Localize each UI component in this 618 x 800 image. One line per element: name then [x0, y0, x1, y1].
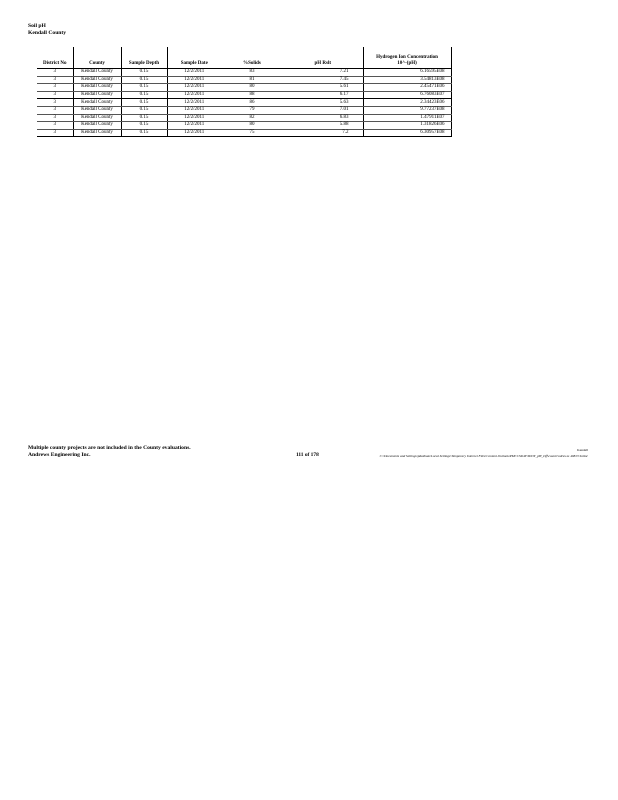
table-row: [37, 122, 451, 130]
report-subtitle: Kendall County: [28, 30, 67, 36]
cell-ph: 7.45: [283, 76, 363, 84]
table-row: [37, 114, 451, 122]
cell-county: Kendall County: [73, 129, 121, 137]
cell-sample-depth: 0.15: [121, 122, 167, 130]
cell-sample-depth: 0.15: [121, 129, 167, 137]
soil-ph-table: [37, 47, 452, 137]
cell-ph: 5.63: [283, 99, 363, 107]
cell-sample-depth: 0.15: [121, 99, 167, 107]
cell-district: 3: [37, 106, 73, 114]
cell-solids: 79: [221, 106, 283, 114]
column-header-hydrogen-ion: Hydrogen Ion Concentration 10^-(pH): [363, 47, 451, 69]
report-title: Soil pH: [28, 23, 46, 29]
cell-district: 3: [37, 84, 73, 92]
cell-hydrogen-ion: 2.45471E06: [363, 84, 451, 92]
cell-ph: 5.61: [283, 84, 363, 92]
cell-hydrogen-ion: 2.34423E06: [363, 99, 451, 107]
file-path: C:\Documents and Settings\pdedman\Local Settings\Temporary Internet Files\Content.Outlook\PMCCSD4Y\IDOT_pH_Dff\countr\ndres.xs 40813 Soiloc: [379, 454, 588, 458]
cell-sample-date: 12/2/2011: [167, 84, 221, 92]
cell-district: 3: [37, 114, 73, 122]
cell-solids: 86: [221, 99, 283, 107]
cell-sample-depth: 0.15: [121, 69, 167, 77]
cell-hydrogen-ion: 9.77237E08: [363, 106, 451, 114]
cell-district: 3: [37, 99, 73, 107]
cell-district: 3: [37, 76, 73, 84]
cell-solids: 75: [221, 129, 283, 137]
cell-solids: 80: [221, 84, 283, 92]
cell-solids: 88: [221, 91, 283, 99]
column-header-sample-date: Sample Date: [167, 47, 221, 69]
cell-district: 3: [37, 122, 73, 130]
cell-ph: 7.2: [283, 129, 363, 137]
cell-county: Kendall County: [73, 106, 121, 114]
table-row: [37, 84, 451, 92]
cell-sample-depth: 0.15: [121, 76, 167, 84]
column-header-district: District No: [37, 47, 73, 69]
cell-sample-date: 12/2/2011: [167, 69, 221, 77]
column-header-ph: pH Rslt: [283, 47, 363, 69]
cell-district: 3: [37, 69, 73, 77]
table-body: [37, 69, 451, 137]
cell-hydrogen-ion: 6.30957E08: [363, 129, 451, 137]
cell-district: 3: [37, 91, 73, 99]
cell-sample-depth: 0.15: [121, 106, 167, 114]
soil-ph-table-container: [37, 47, 451, 137]
table-row: [37, 76, 451, 84]
footnote: [28, 445, 191, 460]
cell-county: Kendall County: [73, 114, 121, 122]
cell-sample-date: 12/2/2011: [167, 76, 221, 84]
report-title-block: [28, 23, 66, 37]
table-row: [37, 129, 451, 137]
cell-county: Kendall County: [73, 76, 121, 84]
cell-solids: 80: [221, 122, 283, 130]
file-path-block: [380, 447, 588, 459]
table-row: [37, 69, 451, 77]
cell-sample-date: 12/2/2011: [167, 106, 221, 114]
cell-county: Kendall County: [73, 122, 121, 130]
table-row: [37, 91, 451, 99]
footnote-line-1: Multiple county projects are not included in the County evaluations.: [28, 445, 191, 451]
cell-solids: 81: [221, 76, 283, 84]
cell-district: 3: [37, 129, 73, 137]
cell-sample-date: 12/2/2011: [167, 114, 221, 122]
column-header-county: County: [73, 47, 121, 69]
cell-hydrogen-ion: 3.54813E08: [363, 76, 451, 84]
table-row: [37, 106, 451, 114]
cell-county: Kendall County: [73, 69, 121, 77]
cell-ph: 7.21: [283, 69, 363, 77]
cell-sample-depth: 0.15: [121, 114, 167, 122]
cell-county: Kendall County: [73, 91, 121, 99]
cell-hydrogen-ion: 6.76083E07: [363, 91, 451, 99]
column-header-sample-depth: Sample Depth: [121, 47, 167, 69]
cell-county: Kendall County: [73, 99, 121, 107]
cell-hydrogen-ion: 6.16595E08: [363, 69, 451, 77]
cell-sample-date: 12/2/2011: [167, 129, 221, 137]
cell-ph: 6.17: [283, 91, 363, 99]
cell-sample-date: 12/2/2011: [167, 99, 221, 107]
cell-sample-depth: 0.15: [121, 91, 167, 99]
cell-ph: 6.83: [283, 114, 363, 122]
column-header-solids: %Solids: [221, 47, 283, 69]
cell-sample-date: 12/2/2011: [167, 122, 221, 130]
cell-ph: 5.88: [283, 122, 363, 130]
cell-sample-depth: 0.15: [121, 84, 167, 92]
cell-solids: 82: [221, 114, 283, 122]
county-tag: Kendall: [577, 448, 588, 452]
cell-county: Kendall County: [73, 84, 121, 92]
cell-solids: 83: [221, 69, 283, 77]
cell-sample-date: 12/2/2011: [167, 91, 221, 99]
footnote-line-2: Andrews Engineering Inc.: [28, 452, 91, 459]
cell-ph: 7.01: [283, 106, 363, 114]
page-number: 111 of 178: [296, 452, 319, 458]
cell-hydrogen-ion: 1.31826E06: [363, 122, 451, 130]
table-header-row: [37, 47, 451, 69]
table-row: [37, 99, 451, 107]
cell-hydrogen-ion: 1.47911E07: [363, 114, 451, 122]
